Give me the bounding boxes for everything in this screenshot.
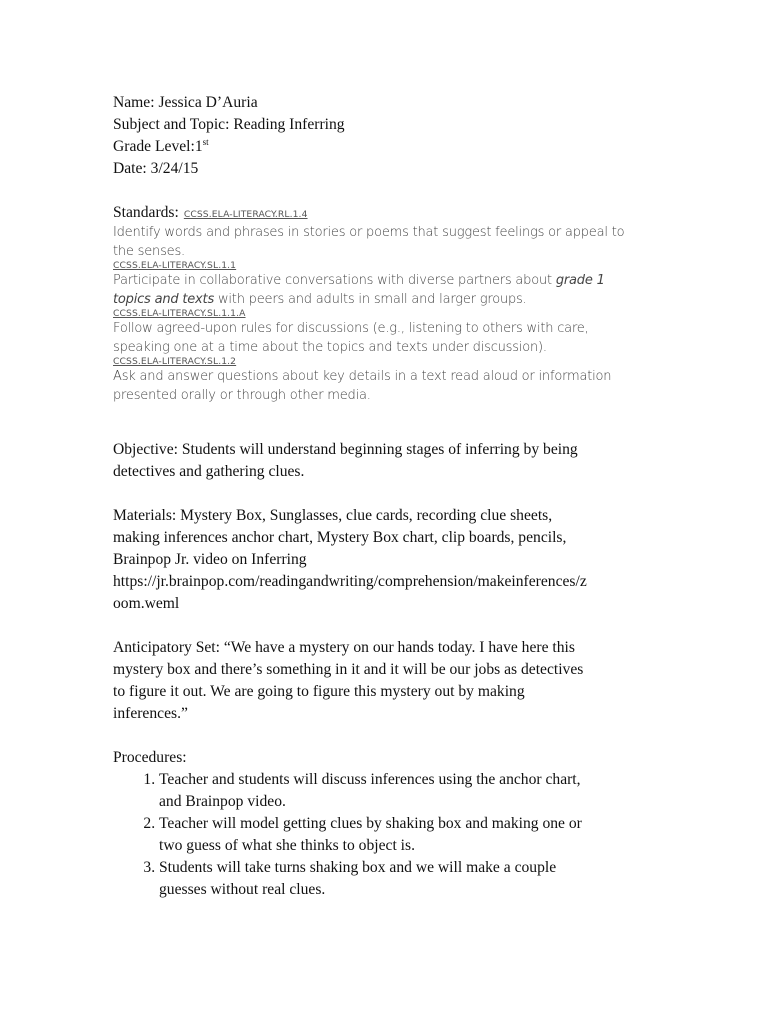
standard-text-emphasis: topics and texts bbox=[113, 292, 215, 307]
procedure-text: two guess of what she thinks to object is. bbox=[159, 837, 415, 854]
procedures-list bbox=[113, 769, 643, 901]
standard-text: Identify words and phrases in stories or poems that suggest feelings or appeal to bbox=[113, 225, 625, 240]
anticipatory-text: mystery box and there’s something in it and it will be our jobs as detectives bbox=[113, 661, 584, 678]
standard-text bbox=[113, 271, 643, 290]
standard-text-emphasis: grade 1 bbox=[555, 273, 605, 288]
procedure-text: 2. Teacher will model getting clues by shaking box and making one or bbox=[159, 815, 582, 832]
materials-text: making inferences anchor chart, Mystery Box chart, clip boards, pencils, bbox=[113, 529, 567, 546]
standard-text: presented orally or through other media. bbox=[113, 388, 371, 403]
procedure-text: and Brainpop video. bbox=[159, 793, 286, 810]
objective-text: detectives and gathering clues. bbox=[113, 463, 305, 480]
date-line: Date: 3/24/15 bbox=[113, 160, 199, 177]
subject-line: Subject and Topic: Reading Inferring bbox=[113, 116, 345, 133]
standard-text-part: with peers and adults in small and larger groups. bbox=[214, 292, 527, 307]
objective-text: Objective: Students will understand beginning stages of inferring by being bbox=[113, 441, 578, 458]
anticipatory-text: inferences.” bbox=[113, 705, 188, 722]
standards-heading bbox=[113, 202, 643, 224]
grade-text: Grade Level:1 bbox=[113, 138, 203, 155]
standard-text: Follow agreed-upon rules for discussions (e.g., listening to others with care, bbox=[113, 321, 589, 336]
standard-code-link[interactable]: CCSS.ELA-LITERACY.SL.1.1.A bbox=[113, 308, 246, 319]
standard-item bbox=[113, 260, 643, 309]
brainpop-url[interactable]: https://jr.brainpop.com/readingandwriting/comprehension/makeinferences/z bbox=[113, 573, 587, 590]
grade-line bbox=[113, 136, 643, 158]
procedure-item bbox=[159, 813, 643, 857]
procedure-text: 3. Students will take turns shaking box and we will make a couple bbox=[159, 859, 557, 876]
standard-code-link[interactable]: CCSS.ELA-LITERACY.SL.1.2 bbox=[113, 356, 237, 367]
lesson-plan-page bbox=[113, 92, 643, 901]
grade-superscript: st bbox=[202, 137, 209, 147]
standard-text bbox=[113, 290, 643, 309]
procedure-item bbox=[159, 857, 643, 901]
brainpop-url[interactable]: oom.weml bbox=[113, 595, 180, 612]
standard-code-link[interactable]: CCSS.ELA-LITERACY.SL.1.1 bbox=[113, 260, 237, 271]
standard-text: speaking one at a time about the topics and texts under discussion). bbox=[113, 340, 547, 355]
standard-item bbox=[113, 308, 643, 357]
materials-text: Brainpop Jr. video on Inferring bbox=[113, 551, 307, 568]
procedures-heading: Procedures: bbox=[113, 749, 187, 766]
procedures-section bbox=[113, 747, 643, 901]
standard-code-link[interactable]: CCSS.ELA-LITERACY.RL.1.4 bbox=[183, 209, 308, 220]
anticipatory-text: Anticipatory Set: “We have a mystery on our hands today. I have here this bbox=[113, 639, 575, 656]
procedure-text: 1. Teacher and students will discuss inferences using the anchor chart, bbox=[159, 771, 581, 788]
anticipatory-set-paragraph bbox=[113, 637, 643, 725]
standard-text: Ask and answer questions about key details in a text read aloud or information bbox=[113, 369, 612, 384]
materials-text: Materials: Mystery Box, Sunglasses, clue cards, recording clue sheets, bbox=[113, 507, 553, 524]
standards-section bbox=[113, 202, 643, 405]
procedure-text: guesses without real clues. bbox=[159, 881, 326, 898]
standards-label: Standards: bbox=[113, 204, 179, 221]
header-block bbox=[113, 92, 643, 180]
anticipatory-text: to figure it out. We are going to figure this mystery out by making bbox=[113, 683, 525, 700]
materials-paragraph bbox=[113, 505, 643, 615]
name-line: Name: Jessica D’Auria bbox=[113, 94, 258, 111]
procedure-item bbox=[159, 769, 643, 813]
standard-item bbox=[113, 356, 643, 405]
standard-text-part: Participate in collaborative conversations with diverse partners about bbox=[113, 273, 556, 288]
standard-text: the senses. bbox=[113, 244, 185, 259]
objective-paragraph bbox=[113, 439, 643, 483]
standard-item bbox=[113, 223, 643, 261]
